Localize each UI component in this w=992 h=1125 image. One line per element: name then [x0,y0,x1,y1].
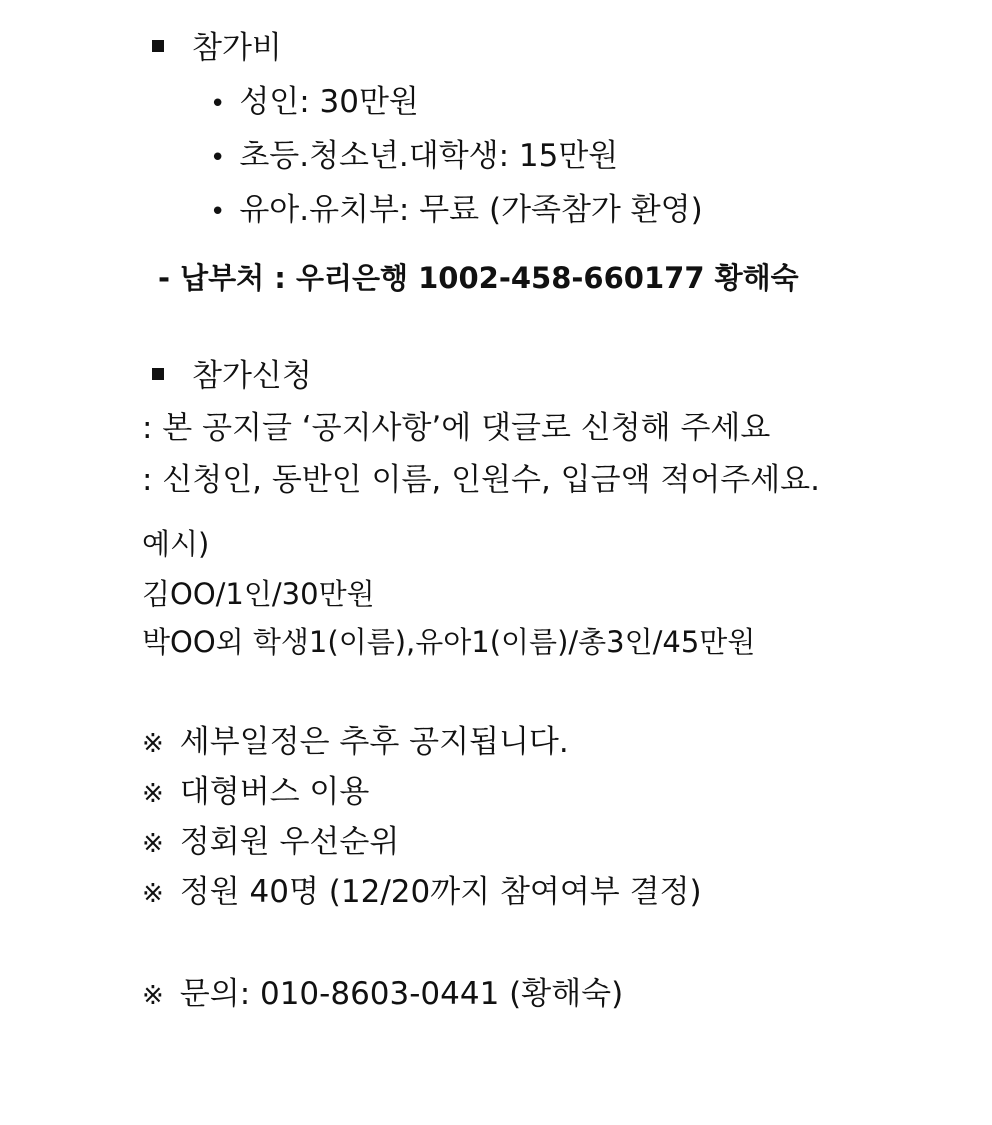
reference-mark-icon: ※ [142,729,164,759]
reference-mark-icon: ※ [142,981,164,1011]
note-text: 세부일정은 추후 공지됩니다. [179,724,569,760]
application-heading [152,356,312,396]
fee-item [210,82,419,124]
reference-mark-icon: ※ [142,879,164,909]
reference-mark-icon: ※ [142,779,164,809]
note-text: 대형버스 이용 [179,774,370,810]
example-line: 박OO외 학생1(이름),유아1(이름)/총3인/45만원 [142,625,756,659]
application-heading-text: 참가신청 [192,358,312,394]
example-label: 예시) [142,527,210,561]
note-item [142,722,569,764]
note-text: 정회원 우선순위 [179,824,400,860]
example-line: 김OO/1인/30만원 [142,577,375,611]
note-item [142,822,399,864]
square-bullet-icon [152,368,164,380]
fee-item-text: 성인: 30만원 [239,84,419,120]
dot-bullet-icon: • [210,89,226,119]
dot-bullet-icon: • [210,143,226,173]
contact-info [142,974,623,1016]
application-line: : 본 공지글 ‘공지사항’에 댓글로 신청해 주세요 [142,410,771,446]
fee-heading [152,28,282,68]
note-item [142,772,369,814]
fee-item-text: 초등.청소년.대학생: 15만원 [239,138,619,174]
note-text: 정원 40명 (12/20까지 참여여부 결정) [179,874,702,910]
fee-item-text: 유아.유치부: 무료 (가족참가 환영) [239,192,703,228]
application-line: : 신청인, 동반인 이름, 인원수, 입금액 적어주세요. [142,462,820,498]
contact-text: 문의: 010-8603-0441 (황해숙) [179,976,624,1012]
fee-item [210,136,618,178]
fee-heading-text: 참가비 [192,30,282,66]
fee-item [210,190,703,232]
payment-info: - 납부처 : 우리은행 1002-458-660177 황해숙 [158,261,799,295]
dot-bullet-icon: • [210,197,226,227]
reference-mark-icon: ※ [142,829,164,859]
square-bullet-icon [152,40,164,52]
note-item [142,872,702,914]
